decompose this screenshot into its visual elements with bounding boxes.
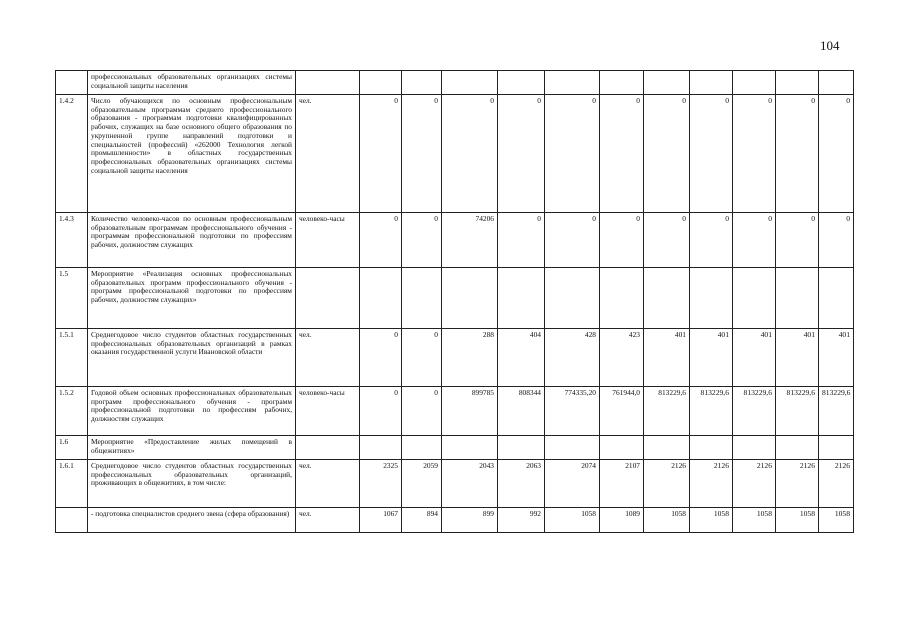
row-value-cell	[545, 268, 600, 329]
row-value-cell: 401	[644, 329, 690, 387]
row-value-cell: 423	[600, 329, 644, 387]
row-value-cell	[360, 436, 402, 460]
row-value-cell	[690, 71, 733, 95]
row-value-cell: 0	[733, 95, 776, 213]
row-value-cell: 899	[442, 508, 498, 533]
row-value-cell: 401	[733, 329, 776, 387]
row-description-cell: Годовой объем основных профессиональных образовательных программ профессионального обучения - программ профессиональной подготовки по профессиям рабочих, должностям служащих	[88, 387, 296, 436]
row-value-cell: 2063	[498, 460, 545, 508]
row-description-cell: - подготовка специалистов среднего звена (сфера образования)	[88, 508, 296, 533]
row-value-cell	[644, 268, 690, 329]
row-value-cell: 1058	[776, 508, 819, 533]
row-value-cell	[545, 71, 600, 95]
row-code-cell	[56, 71, 88, 95]
row-value-cell: 813229,6	[690, 387, 733, 436]
row-unit-cell: чел.	[296, 329, 360, 387]
table-row	[56, 460, 854, 508]
row-value-cell: 0	[545, 213, 600, 268]
row-value-cell	[733, 436, 776, 460]
row-value-cell	[690, 436, 733, 460]
row-value-cell	[776, 268, 819, 329]
row-value-cell	[690, 268, 733, 329]
row-value-cell	[600, 436, 644, 460]
row-value-cell: 0	[360, 387, 402, 436]
row-unit-cell: чел.	[296, 95, 360, 213]
row-value-cell: 0	[600, 95, 644, 213]
row-value-cell: 0	[733, 213, 776, 268]
row-unit-cell: чел.	[296, 460, 360, 508]
page-number: 104	[820, 38, 840, 53]
row-value-cell	[776, 71, 819, 95]
row-code-cell: 1.5.1	[56, 329, 88, 387]
row-value-cell: 813229,6	[776, 387, 819, 436]
row-value-cell: 0	[644, 213, 690, 268]
row-value-cell: 2126	[819, 460, 854, 508]
row-value-cell: 899785	[442, 387, 498, 436]
row-value-cell: 992	[498, 508, 545, 533]
row-value-cell: 0	[600, 213, 644, 268]
row-value-cell: 2126	[644, 460, 690, 508]
row-value-cell: 0	[690, 95, 733, 213]
row-description-cell: Количество человеко-часов по основным профессиональным образовательным программам профессионального обучения - программам профессиональной подготовки по профессиям рабочих, должностям служащих	[88, 213, 296, 268]
row-value-cell	[819, 71, 854, 95]
row-value-cell: 428	[545, 329, 600, 387]
row-value-cell: 0	[402, 213, 442, 268]
row-value-cell: 761944,0	[600, 387, 644, 436]
row-value-cell	[498, 268, 545, 329]
row-unit-cell: человеко-часы	[296, 387, 360, 436]
row-value-cell: 0	[498, 213, 545, 268]
table-row	[56, 268, 854, 329]
row-unit-cell	[296, 71, 360, 95]
row-unit-cell	[296, 436, 360, 460]
row-value-cell: 1058	[690, 508, 733, 533]
row-value-cell	[442, 71, 498, 95]
row-value-cell	[442, 436, 498, 460]
row-value-cell: 0	[545, 95, 600, 213]
row-value-cell: 1089	[600, 508, 644, 533]
row-value-cell: 404	[498, 329, 545, 387]
row-value-cell	[733, 71, 776, 95]
row-value-cell	[545, 436, 600, 460]
row-description-cell: Среднегодовое число студентов областных государственных профессиональных образовательных организаций в рамках оказания государственной услуги Ивановской области	[88, 329, 296, 387]
row-value-cell: 288	[442, 329, 498, 387]
row-code-cell	[56, 508, 88, 533]
row-code-cell: 1.5.2	[56, 387, 88, 436]
row-value-cell	[733, 268, 776, 329]
row-code-cell: 1.4.2	[56, 95, 88, 213]
row-value-cell	[360, 268, 402, 329]
row-value-cell	[498, 71, 545, 95]
row-value-cell: 774335,20	[545, 387, 600, 436]
row-value-cell	[644, 71, 690, 95]
row-value-cell: 0	[690, 213, 733, 268]
row-value-cell	[402, 436, 442, 460]
row-value-cell: 2126	[690, 460, 733, 508]
row-code-cell: 1.6.1	[56, 460, 88, 508]
row-value-cell	[819, 436, 854, 460]
table-row	[56, 95, 854, 213]
row-description-cell: Мероприятие «Реализация основных профессиональных образовательных программ профессионального обучения - программ профессиональной подготовки по профессиям рабочих, должностям служащих»	[88, 268, 296, 329]
row-value-cell: 813229,6	[733, 387, 776, 436]
row-value-cell: 401	[819, 329, 854, 387]
row-code-cell: 1.6	[56, 436, 88, 460]
row-value-cell: 401	[690, 329, 733, 387]
row-value-cell: 2126	[733, 460, 776, 508]
indicators-table	[55, 70, 854, 533]
row-description-cell: Среднегодовое число студентов областных государственных профессиональных образовательных организаций, проживающих в общежитиях, в том числе:	[88, 460, 296, 508]
row-value-cell: 0	[819, 95, 854, 213]
row-unit-cell: человеко-часы	[296, 213, 360, 268]
row-value-cell	[498, 436, 545, 460]
row-value-cell: 2059	[402, 460, 442, 508]
row-value-cell: 2043	[442, 460, 498, 508]
row-description-cell: Число обучающихся по основным профессиональным образовательным программам среднего профессионального образования - программам подготовки квалифицированных рабочих, служащих на базе основного общего образования по укрупненной группе направлений подготовки и специальностей (профессий) «262000 Технология легкой промышленности» в областных государственных профессиональных образовательных организациях системы социальной защиты населения	[88, 95, 296, 213]
row-value-cell: 1067	[360, 508, 402, 533]
table-row	[56, 71, 854, 95]
row-unit-cell: чел.	[296, 508, 360, 533]
row-value-cell: 0	[776, 95, 819, 213]
row-value-cell: 2074	[545, 460, 600, 508]
row-value-cell	[819, 268, 854, 329]
table-row	[56, 329, 854, 387]
row-unit-cell	[296, 268, 360, 329]
row-code-cell: 1.4.3	[56, 213, 88, 268]
row-value-cell: 1058	[733, 508, 776, 533]
table-row	[56, 436, 854, 460]
row-value-cell	[402, 71, 442, 95]
row-value-cell: 0	[360, 329, 402, 387]
row-value-cell: 74206	[442, 213, 498, 268]
row-value-cell: 0	[360, 213, 402, 268]
table-row	[56, 213, 854, 268]
row-value-cell: 0	[360, 95, 402, 213]
row-value-cell: 401	[776, 329, 819, 387]
row-value-cell: 2126	[776, 460, 819, 508]
row-value-cell: 813229,6	[644, 387, 690, 436]
row-value-cell: 2325	[360, 460, 402, 508]
row-description-cell: профессиональных образовательных организациях системы социальной защиты населения	[88, 71, 296, 95]
row-value-cell: 0	[402, 329, 442, 387]
row-value-cell: 808344	[498, 387, 545, 436]
row-value-cell	[600, 71, 644, 95]
row-value-cell: 2107	[600, 460, 644, 508]
table-row	[56, 387, 854, 436]
row-value-cell	[600, 268, 644, 329]
row-value-cell: 0	[776, 213, 819, 268]
row-value-cell: 0	[498, 95, 545, 213]
row-value-cell: 0	[819, 213, 854, 268]
row-value-cell: 1058	[545, 508, 600, 533]
row-value-cell: 0	[402, 387, 442, 436]
row-value-cell	[360, 71, 402, 95]
row-value-cell: 813229,6	[819, 387, 854, 436]
row-code-cell: 1.5	[56, 268, 88, 329]
row-value-cell: 1058	[819, 508, 854, 533]
row-value-cell	[644, 436, 690, 460]
row-value-cell: 0	[442, 95, 498, 213]
row-value-cell: 1058	[644, 508, 690, 533]
row-value-cell: 0	[402, 95, 442, 213]
row-value-cell	[442, 268, 498, 329]
row-value-cell	[402, 268, 442, 329]
table-row	[56, 508, 854, 533]
row-value-cell: 0	[644, 95, 690, 213]
row-value-cell: 894	[402, 508, 442, 533]
row-description-cell: Мероприятие «Предоставление жилых помещений в общежитиях»	[88, 436, 296, 460]
row-value-cell	[776, 436, 819, 460]
